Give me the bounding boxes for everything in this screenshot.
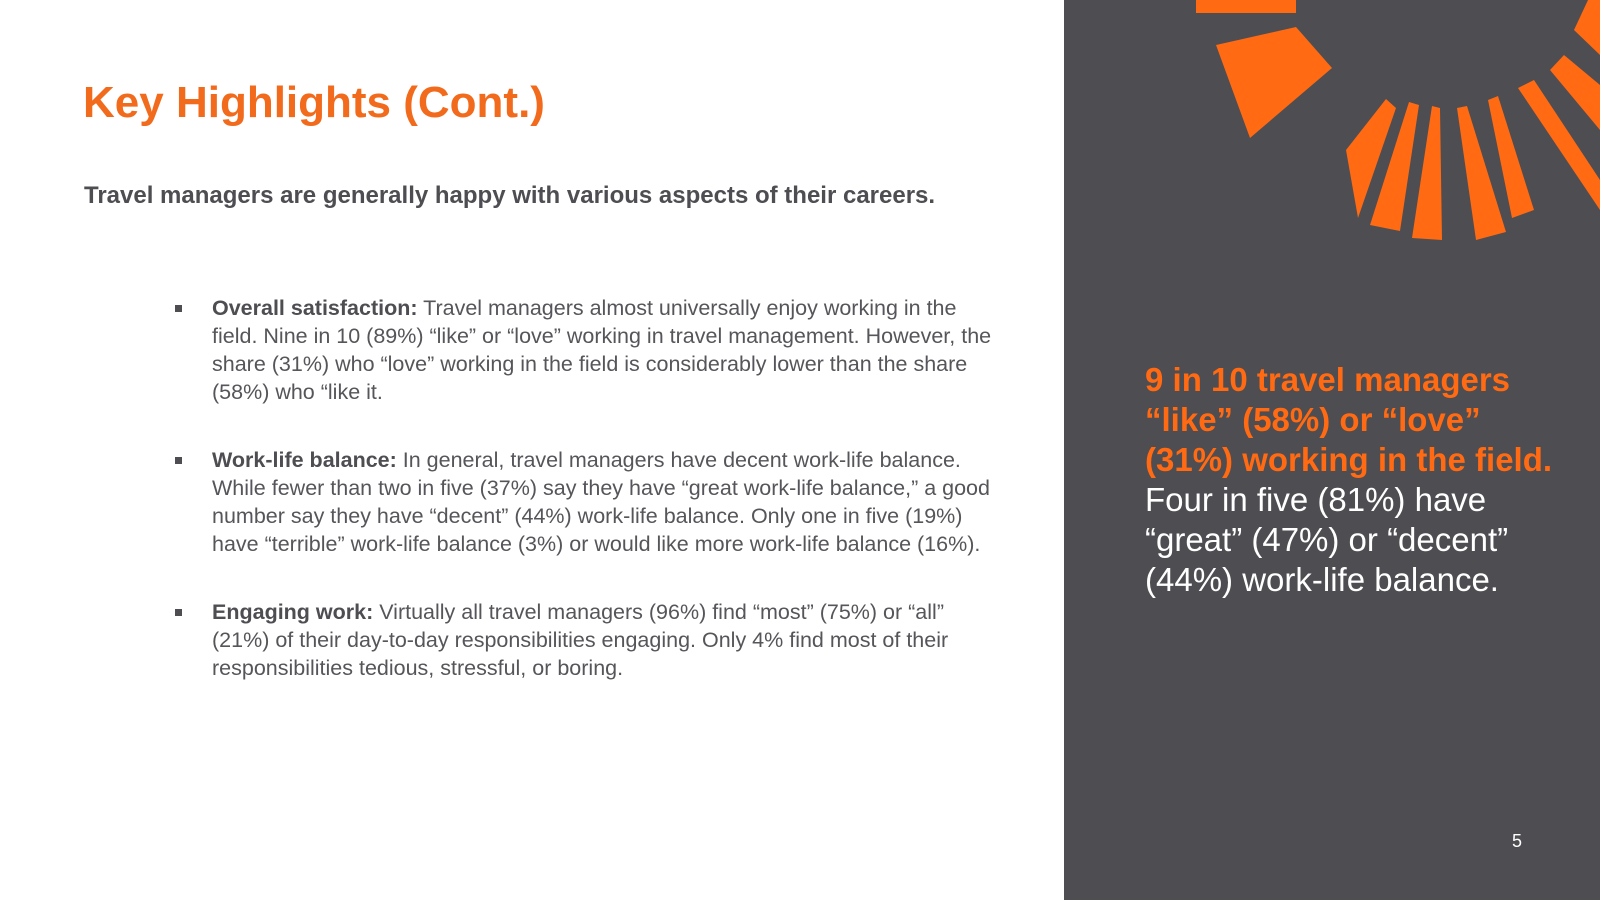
bullet-heading: Engaging work: [212, 600, 374, 624]
slide-title: Key Highlights (Cont.) [83, 78, 545, 127]
bullet-list [175, 294, 995, 722]
bullet-body: Travel managers almost universally enjoy working in the field. Nine in 10 (89%) “like” or “love” working in travel management. However, the share (31%) who “love” working in the field is considerably lower than the share (58%) who “like it. [212, 296, 992, 404]
square-bullet-icon [175, 609, 182, 616]
bullet-text [212, 446, 995, 558]
burst-ray [1574, 0, 1600, 55]
callout [1145, 360, 1565, 600]
burst-ray [1412, 106, 1442, 240]
bullet-item-engaging-work [175, 598, 995, 682]
burst-ray [1216, 27, 1332, 138]
bullet-heading: Overall satisfaction: [212, 296, 418, 320]
square-bullet-icon [175, 305, 182, 312]
callout-body: Four in five (81%) have “great” (47%) or “decent” (44%) work-life balance. [1145, 481, 1509, 598]
bullet-heading: Work-life balance: [212, 448, 397, 472]
sunburst-graphic-icon [1064, 0, 1600, 260]
bullet-item-overall-satisfaction [175, 294, 995, 406]
page-number: 5 [1512, 831, 1523, 851]
slide-subtitle: Travel managers are generally happy with various aspects of their careers. [84, 182, 936, 209]
bullet-text [212, 598, 995, 682]
burst-ray [1196, 0, 1296, 13]
bullet-item-work-life-balance [175, 446, 995, 558]
bullet-body: Virtually all travel managers (96%) find “most” (75%) or “all” (21%) of their day-to-day responsibilities engaging. Only 4% find most of their responsibilities tedious, stressful, or boring. [212, 600, 949, 680]
callout-highlight: 9 in 10 travel managers “like” (58%) or “love” (31%) working in the field. [1145, 361, 1553, 478]
square-bullet-icon [175, 457, 182, 464]
bullet-text [212, 294, 995, 406]
bullet-body: In general, travel managers have decent work-life balance. While fewer than two in five (37%) say they have “great work-life balance,” a good number say they have “decent” (44%) work-life balance. Only one in five (19%) have “terrible” work-life balance (3%) or would like more work-life balance (16%). [212, 448, 990, 556]
